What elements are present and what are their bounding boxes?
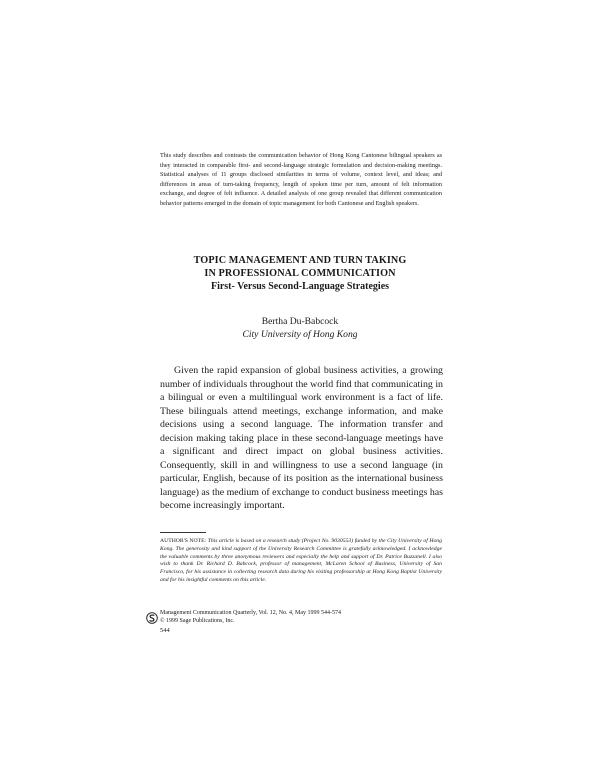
journal-info: Management Communication Quarterly, Vol. 12, No. 4, May 1999 544-574 bbox=[160, 610, 342, 616]
abstract: This study describes and contrasts the communication behavior of Hong Kong Cantonese bilingual speakers as they interacted in comparable first- and second-language strategic formulation and decision-making meetings. Statistical analyses of 11 groups disclosed similarities in terms of volume, context level, and ideas; and differences in areas of turn-taking frequency, length of spoken time per turn, amount of felt information exchange, and degree of felt influence. A detailed analysis of one group revealed that different communication behavior patterns emerged in the domain of topic management for both Cantonese and English speakers. bbox=[160, 152, 442, 207]
author-note-label: AUTHOR'S NOTE: bbox=[160, 538, 207, 544]
body-paragraph: Given the rapid expansion of global business activities, a growing number of individuals throughout the world find that communicating in a bilingual or even a multilingual work environment is a fact of life. These bilinguals attend meetings, exchange information, and make decisions using a second language. The information transfer and decision making taking place in these second-language meetings have a significant and direct impact on global business activities. Consequently, skill in and willingness to use a second language (in particular, English, because of its position as the international business language) as the medium of exchange to conduct business meetings has become increasingly important. bbox=[160, 365, 444, 512]
author-affiliation: City University of Hong Kong bbox=[242, 329, 358, 340]
title-line-2: IN PROFESSIONAL COMMUNICATION bbox=[204, 268, 396, 279]
journal-citation bbox=[160, 609, 341, 625]
author-name: Bertha Du-Babcock bbox=[261, 316, 339, 327]
author-note-text: This article is based on a research study (Project No. 9030553) funded by the City University of Hong Kong. The generosity and kind support of the University Research Committee is gratefully acknowledged. I acknowledge the valuable comments by three anonymous reviewers and especially the help and support of Dr. Patrice Buzzanell. I also wish to thank Dr. Richard D. Babcock, professor of management, McLaren School of Business, University of San Francisco, for his assistance in collecting research data during his visiting professorship at Hong Kong Baptist University and for his insightful comments on this article. bbox=[160, 538, 442, 583]
copyright: © 1999 Sage Publications, Inc. bbox=[160, 618, 235, 624]
publisher-logo-icon bbox=[146, 612, 158, 624]
page-number: 544 bbox=[160, 627, 170, 634]
footnote-divider bbox=[160, 532, 206, 533]
author-note bbox=[160, 538, 442, 585]
article-title bbox=[150, 254, 450, 293]
title-line-1: TOPIC MANAGEMENT AND TURN TAKING bbox=[193, 255, 407, 266]
article-subtitle: First- Versus Second-Language Strategies bbox=[210, 281, 390, 292]
author-block bbox=[150, 315, 450, 341]
